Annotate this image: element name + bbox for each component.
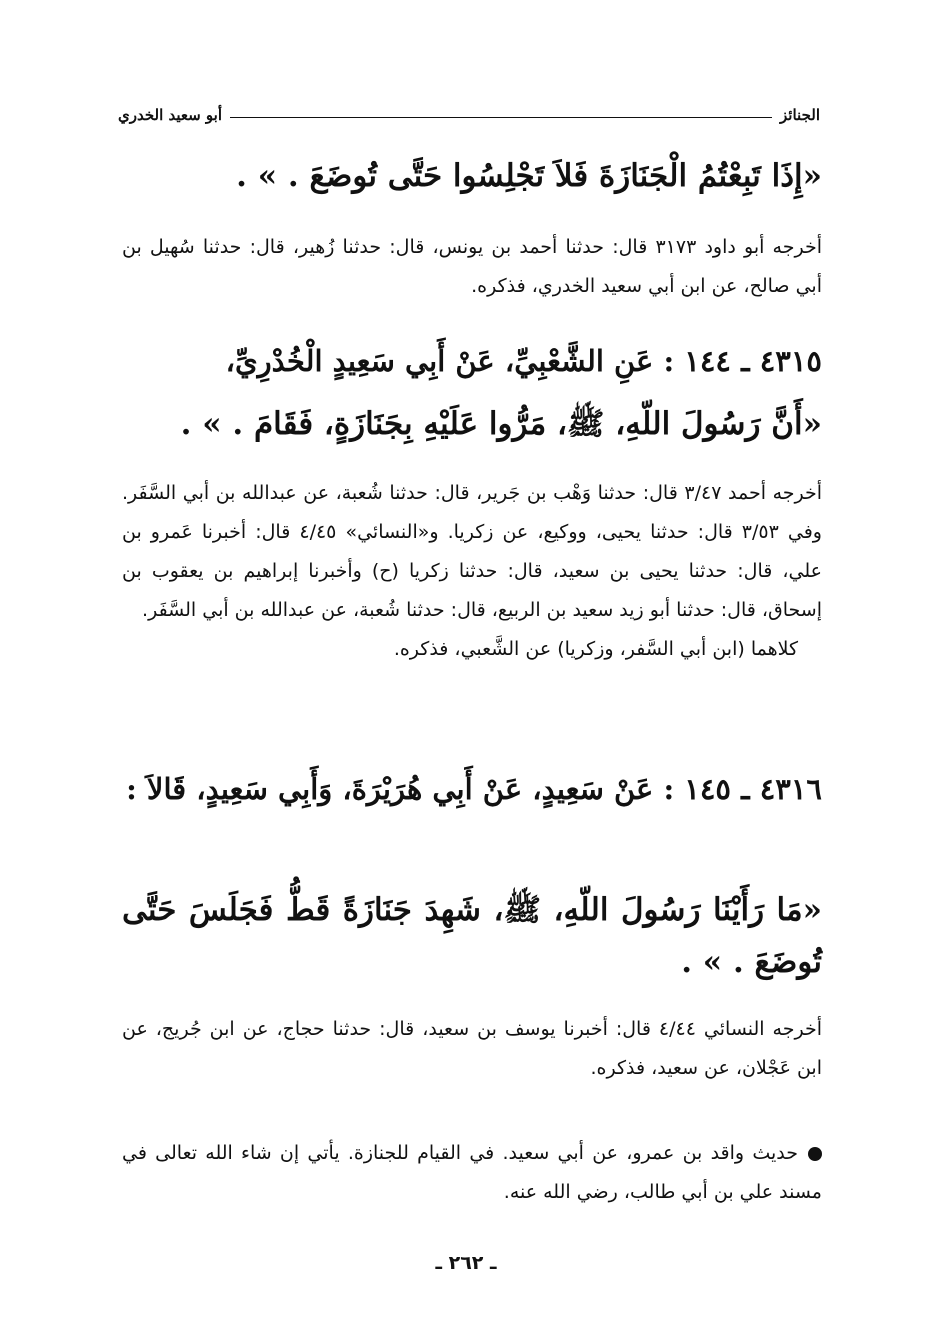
bullet-dot-icon — [808, 1147, 822, 1161]
takhrij-paragraph: أخرجه النسائي ٤/٤٤ قال: أخبرنا يوسف بن سعيد، قال: حدثنا حجاج، عن ابن جُريج، عن ابن عَجْلان، عن سعيد، فذكره. — [122, 1018, 822, 1079]
hadith-text-2: «أَنَّ رَسُولَ اللّهِ، ﷺ، مَرُّوا عَلَيْهِ بِجَنَازَةٍ، فَقَامَ . » . — [180, 406, 822, 442]
page-number: ـ ٢٦٢ ـ — [435, 1252, 497, 1274]
running-header — [118, 94, 820, 124]
takhrij-summary: كلاهما (ابن أبي السَّفر، وزكريا) عن الشَّعبي، فذكره. — [393, 638, 798, 660]
header-rule — [230, 117, 772, 118]
takhrij-note-2 — [122, 474, 822, 669]
takhrij-paragraph: أخرجه أحمد ٣/٤٧ قال: حدثنا وَهْب بن جَرير، قال: حدثنا شُعبة، عن عبدالله بن أبي السَّفَر. وفي ٣/٥٣ قال: حدثنا يحيى، ووكيع، عن زكريا. و«النسائي» ٤/٤٥ قال: أخبرنا عَمرو بن علي، قال: حدثنا يحيى بن سعيد، قال: حدثنا زكريا (ح) وأخبرنا إبراهيم بن يعقوب بن إسحاق، قال: حدثنا أبو زيد سعيد بن الربيع، قال: حدثنا شُعبة، عن عبدالله بن أبي السَّفَر. — [122, 482, 823, 621]
hadith-text-3: «مَا رَأَيْنَا رَسُولَ اللّهِ، ﷺ، شَهِدَ جَنَازَةً قَطُّ فَجَلَسَ حَتَّى تُوضَعَ . » . — [122, 892, 822, 980]
hadith-heading-4315: ٤٣١٥ ـ ١٤٤ : عَنِ الشَّعْبِيِّ، عَنْ أَبِي سَعِيدٍ الْخُدْرِيِّ، — [225, 344, 822, 378]
bullet-note — [122, 1134, 822, 1212]
narrator-title: أبو سعيد الخدري — [118, 106, 223, 124]
takhrij-paragraph: أخرجه أبو داود ٣١٧٣ قال: حدثنا أحمد بن يونس، قال: حدثنا زُهير، قال: حدثنا سُهيل بن أبي صالح، عن ابن أبي سعيد الخدري، فذكره. — [122, 236, 822, 297]
takhrij-note-1 — [122, 228, 822, 306]
bullet-paragraph — [122, 1134, 822, 1212]
chapter-title: الجنائز — [780, 106, 820, 124]
takhrij-note-3 — [122, 1010, 822, 1088]
bullet-text: حديث واقد بن عمرو، عن أبي سعيد. في القيام للجنازة. يأتي إن شاء الله تعالى في مسند علي بن أبي طالب، رضي الله عنه. — [122, 1142, 822, 1203]
hadith-heading-4316: ٤٣١٦ ـ ١٤٥ : عَنْ سَعِيدٍ، عَنْ أَبِي هُرَيْرَةَ، وَأَبِي سَعِيدٍ، قَالاَ : — [126, 772, 822, 806]
hadith-text-1: «إِذَا تَبِعْتُمُ الْجَنَازَةَ فَلاَ تَجْلِسُوا حَتَّى تُوضَعَ . » . — [236, 158, 822, 194]
